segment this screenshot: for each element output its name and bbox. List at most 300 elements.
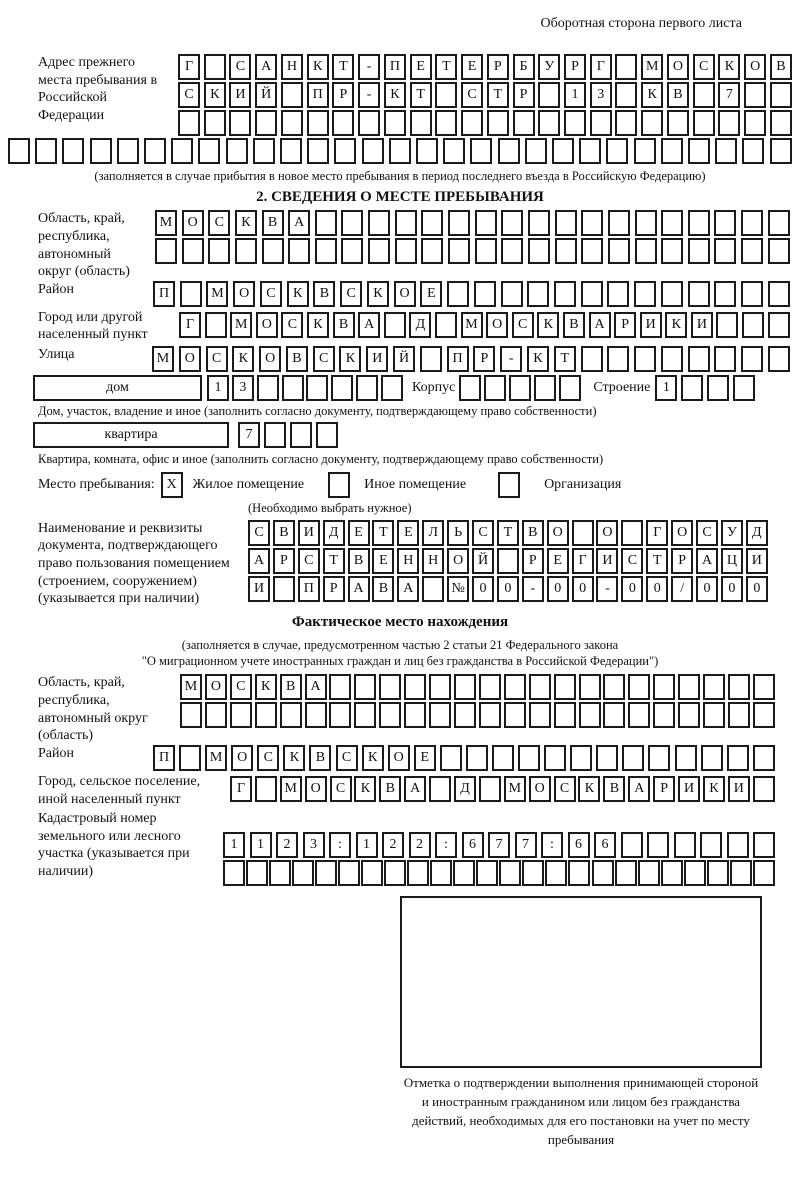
char-box[interactable]	[728, 702, 750, 728]
char-box[interactable]: Р	[332, 82, 354, 108]
char-box[interactable]	[341, 238, 363, 264]
char-box[interactable]	[661, 281, 683, 307]
char-box[interactable]	[379, 702, 401, 728]
char-box[interactable]: 1	[223, 832, 245, 858]
char-box[interactable]: №	[447, 576, 469, 602]
char-box[interactable]: С	[208, 210, 230, 236]
char-box[interactable]: Ц	[721, 548, 743, 574]
char-box[interactable]: Л	[422, 520, 444, 546]
char-box[interactable]: М	[155, 210, 177, 236]
char-box[interactable]: Й	[472, 548, 494, 574]
char-box[interactable]	[715, 138, 737, 164]
char-box[interactable]: Н	[281, 54, 303, 80]
char-box[interactable]	[628, 702, 650, 728]
char-box[interactable]	[744, 82, 766, 108]
char-box[interactable]	[448, 210, 470, 236]
char-box[interactable]	[182, 238, 204, 264]
char-box[interactable]	[255, 702, 277, 728]
char-box[interactable]: И	[728, 776, 750, 802]
char-box[interactable]: И	[366, 346, 388, 372]
char-box[interactable]: П	[153, 745, 175, 771]
char-box[interactable]	[470, 138, 492, 164]
char-box[interactable]	[693, 82, 715, 108]
char-box[interactable]	[638, 860, 660, 886]
char-box[interactable]	[479, 776, 501, 802]
char-box[interactable]	[479, 702, 501, 728]
char-box[interactable]: Т	[372, 520, 394, 546]
char-box[interactable]	[714, 346, 736, 372]
char-box[interactable]: К	[537, 312, 559, 338]
char-box[interactable]	[628, 674, 650, 700]
char-box[interactable]	[466, 745, 488, 771]
char-box[interactable]	[358, 110, 380, 136]
char-box[interactable]: 7	[488, 832, 510, 858]
char-box[interactable]	[356, 375, 378, 401]
char-box[interactable]	[552, 138, 574, 164]
char-box[interactable]: О	[182, 210, 204, 236]
char-box[interactable]	[90, 138, 112, 164]
char-box[interactable]	[430, 860, 452, 886]
char-box[interactable]: Т	[497, 520, 519, 546]
char-box[interactable]: К	[367, 281, 389, 307]
char-box[interactable]: К	[307, 54, 329, 80]
char-box[interactable]: /	[671, 576, 693, 602]
char-box[interactable]: Р	[522, 548, 544, 574]
char-box[interactable]: 6	[462, 832, 484, 858]
char-box[interactable]	[171, 138, 193, 164]
char-box[interactable]: В	[603, 776, 625, 802]
char-box[interactable]	[635, 238, 657, 264]
char-box[interactable]: О	[529, 776, 551, 802]
char-box[interactable]	[253, 138, 275, 164]
char-box[interactable]: А	[404, 776, 426, 802]
char-box[interactable]	[554, 702, 576, 728]
char-box[interactable]	[205, 702, 227, 728]
char-box[interactable]	[453, 860, 475, 886]
char-box[interactable]: К	[527, 346, 549, 372]
char-box[interactable]	[678, 702, 700, 728]
char-box[interactable]	[35, 138, 57, 164]
char-box[interactable]: Р	[564, 54, 586, 80]
char-box[interactable]	[753, 832, 775, 858]
char-box[interactable]	[770, 110, 792, 136]
char-box[interactable]: К	[665, 312, 687, 338]
char-box[interactable]: В	[313, 281, 335, 307]
char-box[interactable]	[144, 138, 166, 164]
char-box[interactable]	[522, 860, 544, 886]
char-box[interactable]	[422, 576, 444, 602]
char-box[interactable]	[306, 375, 328, 401]
char-box[interactable]: -	[358, 82, 380, 108]
char-box[interactable]: 2	[409, 832, 431, 858]
char-box[interactable]	[555, 210, 577, 236]
char-box[interactable]	[753, 745, 775, 771]
char-box[interactable]: И	[746, 548, 768, 574]
char-box[interactable]	[608, 210, 630, 236]
char-box[interactable]	[700, 832, 722, 858]
char-box[interactable]: С	[621, 548, 643, 574]
char-box[interactable]	[688, 138, 710, 164]
char-box[interactable]: М	[230, 312, 252, 338]
char-box[interactable]: Р	[671, 548, 693, 574]
char-box[interactable]	[235, 238, 257, 264]
char-box[interactable]	[280, 138, 302, 164]
char-box[interactable]	[292, 860, 314, 886]
char-box[interactable]	[615, 110, 637, 136]
char-box[interactable]	[368, 238, 390, 264]
char-box[interactable]	[246, 860, 268, 886]
char-box[interactable]	[538, 110, 560, 136]
char-box[interactable]: 3	[303, 832, 325, 858]
char-box[interactable]	[753, 674, 775, 700]
char-box[interactable]	[389, 138, 411, 164]
char-box[interactable]	[429, 776, 451, 802]
char-box[interactable]	[282, 375, 304, 401]
char-box[interactable]: О	[744, 54, 766, 80]
char-box[interactable]	[269, 860, 291, 886]
char-box[interactable]: Е	[348, 520, 370, 546]
char-box[interactable]: С	[298, 548, 320, 574]
char-box[interactable]	[204, 54, 226, 80]
char-box[interactable]	[703, 674, 725, 700]
char-box[interactable]	[255, 110, 277, 136]
char-box[interactable]	[368, 210, 390, 236]
char-box[interactable]	[667, 110, 689, 136]
char-box[interactable]: С	[696, 520, 718, 546]
char-box[interactable]	[362, 138, 384, 164]
char-box[interactable]: С	[230, 674, 252, 700]
char-box[interactable]: Г	[179, 312, 201, 338]
char-box[interactable]	[448, 238, 470, 264]
char-box[interactable]	[688, 281, 710, 307]
char-box[interactable]: Д	[409, 312, 431, 338]
char-box[interactable]: А	[348, 576, 370, 602]
char-box[interactable]	[661, 210, 683, 236]
char-box[interactable]	[559, 375, 581, 401]
char-box[interactable]: К	[718, 54, 740, 80]
char-box[interactable]	[255, 776, 277, 802]
char-box[interactable]	[404, 702, 426, 728]
char-box[interactable]: К	[339, 346, 361, 372]
char-box[interactable]: С	[260, 281, 282, 307]
char-box[interactable]	[741, 238, 763, 264]
char-box[interactable]: 7	[238, 422, 260, 448]
char-box[interactable]: К	[384, 82, 406, 108]
char-box[interactable]	[290, 422, 312, 448]
char-box[interactable]: 1	[356, 832, 378, 858]
char-box[interactable]	[178, 110, 200, 136]
char-box[interactable]: М	[461, 312, 483, 338]
char-box[interactable]: К	[204, 82, 226, 108]
char-box[interactable]	[440, 745, 462, 771]
char-box[interactable]	[714, 281, 736, 307]
char-box[interactable]: В	[372, 576, 394, 602]
char-box[interactable]	[647, 832, 669, 858]
char-box[interactable]: К	[354, 776, 376, 802]
char-box[interactable]	[742, 138, 764, 164]
char-box[interactable]	[315, 860, 337, 886]
char-box[interactable]	[354, 674, 376, 700]
char-box[interactable]	[281, 110, 303, 136]
char-box[interactable]	[635, 210, 657, 236]
char-box[interactable]	[744, 110, 766, 136]
char-box[interactable]	[273, 576, 295, 602]
char-box[interactable]: В	[379, 776, 401, 802]
char-box[interactable]: В	[333, 312, 355, 338]
char-box[interactable]	[492, 745, 514, 771]
char-box[interactable]: О	[259, 346, 281, 372]
char-box[interactable]	[474, 281, 496, 307]
char-box[interactable]: Т	[410, 82, 432, 108]
char-box[interactable]: В	[309, 745, 331, 771]
char-box[interactable]	[570, 745, 592, 771]
char-box[interactable]	[484, 375, 506, 401]
char-box[interactable]	[768, 346, 790, 372]
char-box[interactable]: С	[178, 82, 200, 108]
char-box[interactable]: 0	[547, 576, 569, 602]
char-box[interactable]	[741, 210, 763, 236]
char-box[interactable]	[454, 702, 476, 728]
checkbox-organization[interactable]	[498, 472, 520, 498]
char-box[interactable]	[733, 375, 755, 401]
char-box[interactable]	[331, 375, 353, 401]
checkbox-residential[interactable]: X	[161, 472, 183, 498]
char-box[interactable]	[753, 860, 775, 886]
char-box[interactable]: О	[486, 312, 508, 338]
char-box[interactable]	[564, 110, 586, 136]
char-box[interactable]	[727, 832, 749, 858]
char-box[interactable]	[718, 110, 740, 136]
char-box[interactable]: В	[667, 82, 689, 108]
char-box[interactable]	[395, 210, 417, 236]
char-box[interactable]	[204, 110, 226, 136]
char-box[interactable]	[529, 674, 551, 700]
char-box[interactable]	[534, 375, 556, 401]
char-box[interactable]	[361, 860, 383, 886]
char-box[interactable]	[714, 238, 736, 264]
char-box[interactable]	[693, 110, 715, 136]
char-box[interactable]	[634, 281, 656, 307]
char-box[interactable]: А	[589, 312, 611, 338]
char-box[interactable]	[730, 860, 752, 886]
char-box[interactable]	[316, 422, 338, 448]
char-box[interactable]: С	[248, 520, 270, 546]
char-box[interactable]	[648, 745, 670, 771]
char-box[interactable]	[421, 210, 443, 236]
char-box[interactable]: И	[248, 576, 270, 602]
char-box[interactable]	[572, 520, 594, 546]
char-box[interactable]	[332, 110, 354, 136]
char-box[interactable]	[117, 138, 139, 164]
char-box[interactable]: Т	[435, 54, 457, 80]
char-box[interactable]	[661, 860, 683, 886]
char-box[interactable]: Т	[332, 54, 354, 80]
char-box[interactable]	[678, 674, 700, 700]
char-box[interactable]: Т	[554, 346, 576, 372]
char-box[interactable]: В	[348, 548, 370, 574]
char-box[interactable]	[554, 674, 576, 700]
char-box[interactable]	[753, 776, 775, 802]
char-box[interactable]	[753, 702, 775, 728]
char-box[interactable]: С	[330, 776, 352, 802]
char-box[interactable]	[208, 238, 230, 264]
char-box[interactable]	[262, 238, 284, 264]
char-box[interactable]	[714, 210, 736, 236]
char-box[interactable]	[641, 110, 663, 136]
char-box[interactable]	[707, 860, 729, 886]
char-box[interactable]	[305, 702, 327, 728]
char-box[interactable]	[315, 210, 337, 236]
char-box[interactable]: Й	[393, 346, 415, 372]
char-box[interactable]	[416, 138, 438, 164]
char-box[interactable]: В	[563, 312, 585, 338]
char-box[interactable]	[354, 702, 376, 728]
char-box[interactable]	[581, 346, 603, 372]
char-box[interactable]	[538, 82, 560, 108]
char-box[interactable]	[429, 702, 451, 728]
char-box[interactable]	[596, 745, 618, 771]
char-box[interactable]	[770, 82, 792, 108]
char-box[interactable]: М	[206, 281, 228, 307]
char-box[interactable]: -	[358, 54, 380, 80]
char-box[interactable]: К	[307, 312, 329, 338]
char-box[interactable]: 6	[568, 832, 590, 858]
char-box[interactable]: Т	[487, 82, 509, 108]
char-box[interactable]	[341, 210, 363, 236]
char-box[interactable]: -	[522, 576, 544, 602]
char-box[interactable]	[459, 375, 481, 401]
char-box[interactable]	[544, 745, 566, 771]
char-box[interactable]	[661, 346, 683, 372]
char-box[interactable]	[768, 281, 790, 307]
char-box[interactable]: О	[667, 54, 689, 80]
char-box[interactable]: 1	[207, 375, 229, 401]
char-box[interactable]	[461, 110, 483, 136]
char-box[interactable]: Р	[513, 82, 535, 108]
char-box[interactable]: П	[153, 281, 175, 307]
char-box[interactable]: 0	[646, 576, 668, 602]
char-box[interactable]	[545, 860, 567, 886]
char-box[interactable]: С	[693, 54, 715, 80]
char-box[interactable]	[421, 238, 443, 264]
char-box[interactable]	[607, 346, 629, 372]
char-box[interactable]: О	[233, 281, 255, 307]
char-box[interactable]: О	[596, 520, 618, 546]
char-box[interactable]	[768, 312, 790, 338]
char-box[interactable]: О	[179, 346, 201, 372]
char-box[interactable]: М	[504, 776, 526, 802]
char-box[interactable]: Г	[230, 776, 252, 802]
char-box[interactable]	[180, 281, 202, 307]
char-box[interactable]	[554, 281, 576, 307]
char-box[interactable]: Р	[487, 54, 509, 80]
char-box[interactable]: У	[538, 54, 560, 80]
char-box[interactable]: Н	[422, 548, 444, 574]
char-box[interactable]: С	[336, 745, 358, 771]
char-box[interactable]: Р	[473, 346, 495, 372]
char-box[interactable]	[621, 520, 643, 546]
char-box[interactable]: О	[447, 548, 469, 574]
char-box[interactable]: 7	[515, 832, 537, 858]
char-box[interactable]	[280, 702, 302, 728]
char-box[interactable]	[768, 238, 790, 264]
char-box[interactable]	[592, 860, 614, 886]
char-box[interactable]: К	[703, 776, 725, 802]
char-box[interactable]: М	[152, 346, 174, 372]
char-box[interactable]: Д	[746, 520, 768, 546]
char-box[interactable]: 3	[590, 82, 612, 108]
char-box[interactable]: В	[273, 520, 295, 546]
char-box[interactable]	[579, 702, 601, 728]
char-box[interactable]: О	[394, 281, 416, 307]
char-box[interactable]: М	[280, 776, 302, 802]
char-box[interactable]	[435, 312, 457, 338]
char-box[interactable]	[334, 138, 356, 164]
char-box[interactable]: А	[358, 312, 380, 338]
char-box[interactable]: С	[340, 281, 362, 307]
char-box[interactable]	[315, 238, 337, 264]
char-box[interactable]: :	[329, 832, 351, 858]
char-box[interactable]	[607, 281, 629, 307]
char-box[interactable]	[661, 238, 683, 264]
char-box[interactable]	[338, 860, 360, 886]
char-box[interactable]: 0	[621, 576, 643, 602]
char-box[interactable]: 0	[746, 576, 768, 602]
char-box[interactable]	[555, 238, 577, 264]
char-box[interactable]	[62, 138, 84, 164]
char-box[interactable]	[501, 238, 523, 264]
char-box[interactable]: К	[641, 82, 663, 108]
char-box[interactable]: Р	[273, 548, 295, 574]
char-box[interactable]: С	[472, 520, 494, 546]
char-box[interactable]: В	[522, 520, 544, 546]
char-box[interactable]: О	[671, 520, 693, 546]
char-box[interactable]: Г	[590, 54, 612, 80]
char-box[interactable]: О	[305, 776, 327, 802]
char-box[interactable]: К	[287, 281, 309, 307]
char-box[interactable]: С	[554, 776, 576, 802]
char-box[interactable]: Д	[454, 776, 476, 802]
char-box[interactable]	[615, 82, 637, 108]
char-box[interactable]	[653, 674, 675, 700]
char-box[interactable]	[504, 674, 526, 700]
char-box[interactable]: С	[461, 82, 483, 108]
char-box[interactable]: А	[248, 548, 270, 574]
char-box[interactable]: И	[298, 520, 320, 546]
char-box[interactable]	[379, 674, 401, 700]
char-box[interactable]: Й	[255, 82, 277, 108]
char-box[interactable]: 2	[276, 832, 298, 858]
char-box[interactable]	[701, 745, 723, 771]
char-box[interactable]: 3	[232, 375, 254, 401]
char-box[interactable]: И	[596, 548, 618, 574]
char-box[interactable]	[226, 138, 248, 164]
char-box[interactable]: 7	[718, 82, 740, 108]
char-box[interactable]: Е	[372, 548, 394, 574]
char-box[interactable]	[653, 702, 675, 728]
char-box[interactable]: С	[281, 312, 303, 338]
char-box[interactable]: Г	[178, 54, 200, 80]
char-box[interactable]	[179, 745, 201, 771]
char-box[interactable]	[603, 702, 625, 728]
char-box[interactable]	[257, 375, 279, 401]
char-box[interactable]	[479, 674, 501, 700]
char-box[interactable]: С	[206, 346, 228, 372]
char-box[interactable]: В	[770, 54, 792, 80]
char-box[interactable]	[435, 82, 457, 108]
char-box[interactable]	[688, 238, 710, 264]
char-box[interactable]	[707, 375, 729, 401]
